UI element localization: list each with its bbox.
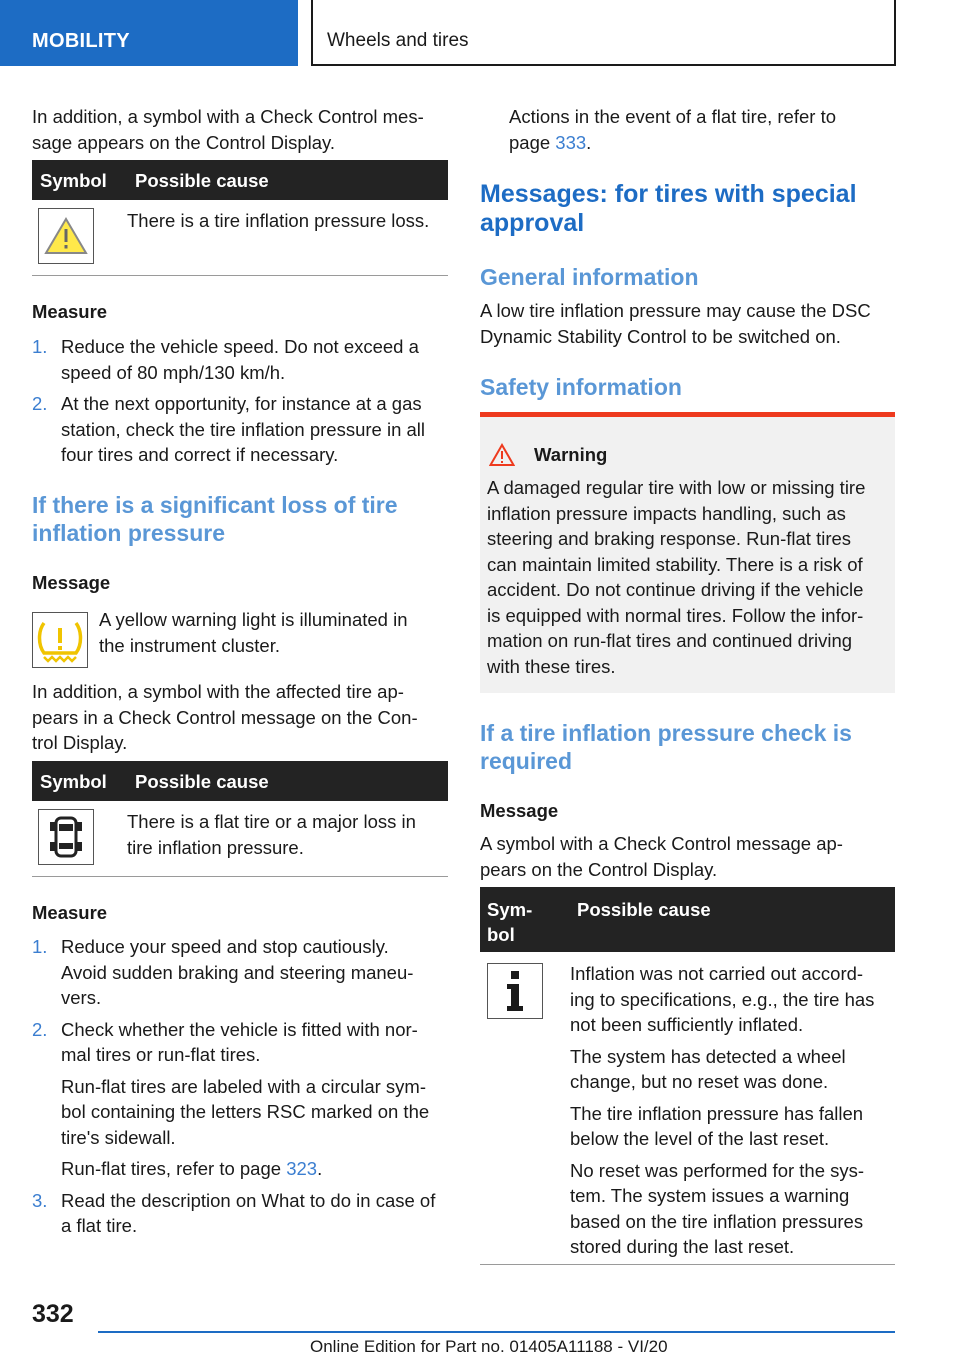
continuation-text: Actions in the event of a flat tire, refer to page 333. <box>509 106 837 153</box>
after-message-text: In addition, a symbol with the affected tire ap- pears in a Check Control message on the Con- trol Display. <box>32 681 418 753</box>
message-text-2: A symbol with a Check Control message ap- pears on the Control Display. <box>480 833 843 880</box>
table-cause: There is a tire inflation pressure loss. <box>127 210 430 231</box>
column-header-cause: Possible cause <box>135 771 269 792</box>
message-heading-2: Message <box>480 800 559 821</box>
table-row <box>32 200 448 276</box>
footer-divider <box>98 1331 895 1333</box>
message-text-1: A yellow warning light is illuminated in the instrument cluster. <box>99 609 408 656</box>
table-row <box>32 801 448 877</box>
symbol-table-2 <box>32 761 448 877</box>
measure-heading-2: Measure <box>32 902 108 923</box>
table-header <box>480 887 895 952</box>
warning-title-row <box>489 443 881 467</box>
list-item: 3. Read the description on What to do in case of a flat tire. <box>32 1189 436 1236</box>
vehicle-top-view-icon <box>38 809 94 865</box>
column-header-symbol: Sym- bol <box>487 899 533 945</box>
heading-general-information: General information <box>480 264 699 290</box>
list-item: 1. Reduce the vehicle speed. Do not exceed a speed of 80 mph/130 km/h. <box>32 336 419 383</box>
page-link-323[interactable]: 323 <box>286 1158 318 1179</box>
symbol-table-1 <box>32 160 448 276</box>
warning-triangle-icon <box>489 443 517 467</box>
cause-item: Inflation was not carried out accord- ing to specifications, e.g., the tire has not been sufficiently inflated. <box>570 963 875 1035</box>
warning-text: A damaged regular tire with low or missing tire inflation pressure impacts handling, such as steering and braking response. Run-flat tires can maintain limited stability. There is a risk of accident. Do not continue driving if the vehicle is equipped with normal tires. Follow the infor- mation on run-flat tires and continued driving with these tires. <box>487 477 866 677</box>
table-header <box>32 761 448 801</box>
table-header <box>32 160 448 200</box>
heading-safety-information: Safety information <box>480 374 682 400</box>
cause-item: No reset was performed for the sys- tem. The system issues a warning based on the tire inflation pressures stored during the last reset. <box>570 1159 865 1257</box>
page-link-333[interactable]: 333 <box>555 131 587 153</box>
info-icon <box>487 963 543 1019</box>
section-tab: MOBILITY <box>0 0 298 66</box>
column-header-symbol: Symbol <box>40 170 107 191</box>
heading-pressure-check: If a tire inflation pressure check is required <box>480 720 852 774</box>
heading-special-approval: Messages: for tires with special approval <box>480 180 857 237</box>
page-number: 332 <box>32 1300 74 1328</box>
table-cause: There is a flat tire or a major loss in tire inflation pressure. <box>127 811 416 858</box>
symbol-table-3 <box>480 887 895 1265</box>
measure-heading-1: Measure <box>32 301 108 322</box>
measure-list-2 <box>32 934 448 1239</box>
cause-item: The tire inflation pressure has fallen below the level of the last reset. <box>570 1102 864 1149</box>
list-item: 2. Check whether the vehicle is fitted with nor- mal tires or run-flat tires. Run-flat tires are labeled with a circular sym- bol containing the letters RSC marked on the tire's sidewall. Run-flat tires, refer to page 323. <box>32 1018 430 1179</box>
footer-edition: Online Edition for Part no. 01405A11188 - VI/20 <box>310 1337 668 1356</box>
message-heading-1: Message <box>32 572 111 593</box>
intro-line-2: sage appears on the Control Display. <box>32 131 336 153</box>
column-header-cause: Possible cause <box>135 170 269 191</box>
general-text: A low tire inflation pressure may cause the DSC Dynamic Stability Control to be switched on. <box>480 300 871 347</box>
warning-triangle-icon <box>38 208 94 264</box>
list-item: 2. At the next opportunity, for instance at a gas station, check the tire inflation pressure in all four tires and correct if necessary. <box>32 393 426 465</box>
warning-box <box>480 412 895 693</box>
list-item: 1. Reduce your speed and stop cautiously. Avoid sudden braking and steering maneu- vers. <box>32 936 414 1008</box>
intro-text <box>32 104 424 155</box>
table-row <box>480 952 895 1265</box>
tire-pressure-warning-icon <box>32 612 88 668</box>
cause-list <box>570 961 895 1260</box>
column-header-symbol: Symbol <box>40 771 107 792</box>
heading-significant-loss: If there is a significant loss of tire inflation pressure <box>32 492 398 546</box>
cause-item: The system has detected a wheel change, but no reset was done. <box>570 1045 846 1092</box>
measure-list-1 <box>32 334 448 468</box>
intro-line-1: In addition, a symbol with a Check Control mes- <box>32 106 424 127</box>
column-header-cause: Possible cause <box>577 899 711 920</box>
chapter-title: Wheels and tires <box>311 0 896 66</box>
warning-title: Warning <box>534 444 608 465</box>
